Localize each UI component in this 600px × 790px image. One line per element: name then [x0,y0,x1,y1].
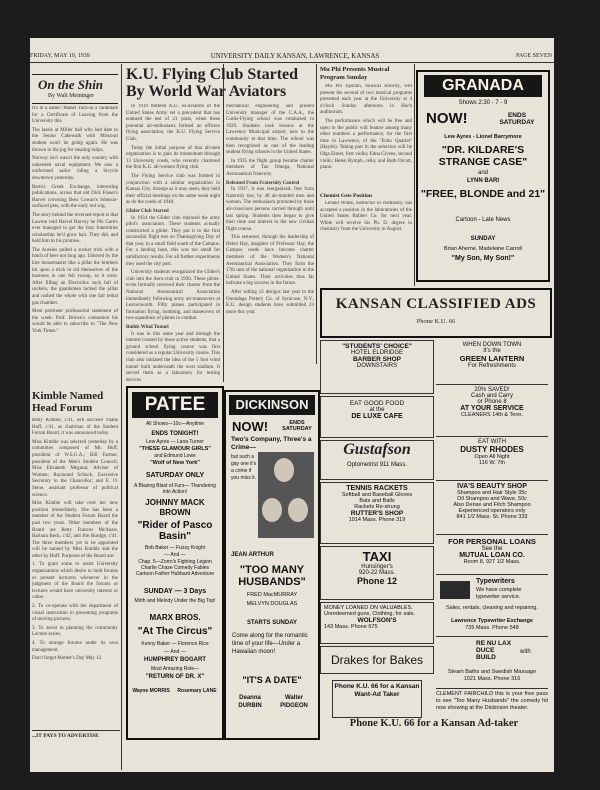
paragraph: The story behind the reversed report is that Lawton told Harvel Harvey he Phi Gam's ever managed to get the four fraternities scholarship he'd grow hair. They did, and held him to his promise. [32,212,118,245]
classified-ad [320,646,434,674]
ad-line: 143 Mass. Phone 675 [324,624,378,630]
page-number: PAGE SEVEN [516,53,552,59]
ad-line: Sales, rentals, cleaning and repairing. [445,605,539,611]
paragraph: 4. To arrange forums under its own management. [32,641,118,653]
ad-line: Phone 12 [356,576,397,586]
ad-line: at the [369,407,385,413]
ad-line: Unredeemed guns, Clothing, for sale. [324,611,416,617]
ad-line: DUSTY RHODES [460,445,524,454]
paragraph: 1. To grant some to assist University organizations which desire to hold forums or present lecturers whenever in the judgment of the Board the forums or lectures would have university interest or value. [32,562,118,601]
ad-title: 20% SAVED! [474,387,510,393]
paragraph: It's in a name? Mabel Tuch-as a candidate for a Certificate of Leaving from the University this [32,106,118,125]
patee-return: "RETURN OF DR. X" [145,674,205,680]
subhead: Builds Wind Tunnel [126,325,169,330]
ad-line: See the [481,546,503,552]
ad-title: WHEN DOWN TOWN [462,342,522,348]
paragraph: 3. To assist in planning the community Lecture series. [32,625,118,638]
subhead: Glider Club Started [126,208,169,214]
ad-line: Room 8, 927 1/2 Mass. [463,559,521,565]
ad-line: or Phone 8 [477,399,507,405]
newspaper-page [30,38,554,772]
granada-free: "FREE, BLONDE and 21" [420,188,546,200]
patee-rider: "Rider of Pasco Basin" [137,520,213,542]
paragraph: In 1937, it was reorganized, free from fraternity ties, by 40 air-minded men and women. The enthusiasm promoted by these air-conscious persons carried through until last spring. Students then began to give their time and interest to the new civilian flight course. [226,187,314,232]
paragraph: The lassie at Miller hall who had date to the Senior Cakewalk with Missouri student won't be going again. He was thrown in the jug for stealing tulips. [32,127,118,153]
dickinson-sunday: STARTS SUNDAY [246,620,297,626]
classified-ad [320,602,434,644]
ad-line: Bats and Balls [359,498,395,504]
ad-title: TAXI [362,549,392,564]
ad-line: with [520,649,531,655]
patee-and: and Edmund Lowe [154,453,196,459]
paragraph: In 1919 thirteen K.U. ex-aviators of the United States Army set a precedent that has endured the test of 21 years, when these potential air-enthusiasts formed an officers flying association, the K.U. Flying Service Club. [126,104,220,142]
dickinson-date: "IT'S A DATE" [242,675,302,685]
ad-line: Optometrist 911 Mass. [347,462,407,468]
dickinson-come: Come along for the romantic time of your life—Under a Hawaiian moon! [232,633,308,655]
muphi-column [320,84,412,190]
paragraph: Betty Kimble, c'41, will succeed Thane Huff, c'41, as chairman of the Student Forum Board, it was announced today. [32,418,118,437]
shin-title: On the Shin [38,77,104,92]
ad-title: Typewriters [476,578,515,585]
classified-ad [320,340,434,394]
ad-line: WOLFSON'S [357,617,397,624]
patee-saturday: SATURDAY ONLY [145,472,205,479]
dickinson-title: "TOO MANY HUSBANDS" [238,564,306,588]
paragraph: The Aussies pulled a sucker trick with a batch of beer not long ago. Ushered by the hire housemaster like a pillar the brothers hit upon a trick to rid themselves of the business in one fell swoop, so it were. After filling an Electrolux suck full of suckers, the guardsmen tucked the pillar and rushed the whole with one fair lethal gas chamber. [32,247,118,306]
granada-sunday-title: "My Son, My Son!" [451,255,515,262]
ad-line: BARBER SHOP [352,356,402,363]
classified-ad [320,440,434,480]
paragraph: University students reorganized the Glider's club into the Aero-club in 1936. These pilots-to-be formally received their charter from the National Aeronautical Association immediately following army air-maneuvers at Leavenworth. Fifty planes participated in formation flying, bombing, and maneuvers of two-squadrons of planes in combat. [126,270,220,322]
dickinson-name: DICKINSON [229,395,315,415]
classified-ad [320,482,434,544]
dickinson-tagline: Two's Company, Three's a Crime— [231,436,312,451]
ad-line: Cash and Carry [470,393,514,399]
dickinson-ends: ENDS SATURDAY [282,420,312,432]
ad-line: Oil Shampoo and Wave, 50c [457,496,527,502]
ad-title: FOR PERSONAL LOANS [448,537,536,546]
paragraph: After selling 12 designs last year to the Onondaga Pottery Co. of Syracuse, N.Y., K.U. design students have submitted 23 more this year. [226,290,314,315]
ad-line: RUTTER'S SHOP [350,510,404,517]
ad-title: EAT GOOD FOOD [349,400,405,407]
ad-line: 735 Mass. Phone 548 [465,625,519,631]
paragraph: mechanical engineering and present University manager of the C.A.A., the Curtis-Flying school was conducted in 1929. Students took lessons at the Lawrence Municipal airport, new to the community at that time. The school was then recognized as one of the leading student flying schools in the United States. [226,104,314,156]
ad-line: Experienced operators only [458,508,526,514]
ad-line: MUTUAL LOAN CO. [459,552,525,559]
patee-rider-cast: Bob Baker — Fuzzy Knight [144,545,206,551]
ku-flying-headline: K.U. Flying Club Started By World War Aviators [126,66,299,100]
ad-line: DE LUXE CAFE [351,413,403,420]
patee-johnny: JOHNNY MACK [145,498,205,507]
paragraph: Berts's Greek Exchange, interesting publications, across that old Dick Fraser's Harvel crowning Bess Cowan's Johnson-surfaced pets, with the early red wig. [32,184,118,210]
masthead: UNIVERSITY DAILY KANSAN, LAWRENCE, KANSAS [210,52,380,60]
ad-line: DOWNSTAIRS [356,363,398,369]
ad-line: We have complete typewriter service. [476,587,522,600]
ad-line: 1014 Mass. Phone 319 [348,517,406,523]
dickinson-now: NOW! [232,419,269,434]
ad-title: "STUDENTS' CHOICE" [342,343,412,350]
granada-times: Shows 2:30 - 7 - 9 [458,100,508,106]
paragraph: The Flying Service club was formed in conjunction with a similar organization in Kansas City. Strange as it may seem, they held their official meetings on the same week night as do the coeds of 1940. [126,173,220,206]
free-pass-notice: CLEMENT FAIRCHILD this is your free pass to see "Too Many Husbands" the comedy hit now showing at the Dickinson theater. [436,688,548,721]
granada-now: NOW! [426,110,468,127]
paragraph: Miss Kimble will take over her new position immediately. She has been a member of the Student Forum Board the past two years. Other members of the Board are Betty Frances McAnaw, Barbara Beck, c'42, and Jim Burdge, c'41. The three members yet to be appointed will be named by Miss Kimble and the other by Huff. Purposes of the Board are: [32,501,118,559]
paragraph: In 1934 the Glider club replaced the army pilot's association. These students actually constructed a glider. They put it to the first successful flight test on Thanksgiving Day of that year, in a small field south of the Campus. For a landing base, this was too small for satisfactory results. For all further experiments they used the city port. [126,215,220,267]
chemist-paragraph: Leland White, instructor in chemistry, has accepted a position in the laboratories of the United States Rubber Co. for next year. White will receive his Ph. D. degree in chemistry from the University in August. [320,201,412,233]
patee-marx: MARX BROS. [149,613,201,622]
patee-and2: — And — [164,552,186,558]
granada-title: "DR. KILDARE'S STRANGE CASE" [438,144,528,168]
ad-line: Softball and Baseball Gloves [341,492,413,498]
patee-title: "THESE GLAMOUR GIRLS" [139,446,211,452]
patee-wayne: Wayne MORRIS [132,688,170,694]
granada-sunday: SUNDAY [470,236,496,242]
dickinson-melvyn: MELVYN DOUGLAS [246,601,298,607]
granada-ends: ENDS SATURDAY [499,112,535,126]
ad-line: Shampoo and Hair Style 35c [456,490,527,496]
classified-ad [436,534,548,571]
granada-stars: Lew Ayres - Lionel Barrymore [444,134,522,140]
paragraph: Most pertinent professorial statement of the week: Prof. Brown's contention his would be able to subscribe to "The New York Times." [32,309,118,334]
classified-ad [436,480,548,531]
classified-ad [320,396,434,438]
issue-date: FRIDAY, MAY 19, 1939 [30,53,90,59]
dickinson-bubble: but such a gay one it's a crime if you miss it. [231,454,257,481]
patee-and3: — And — [164,649,186,655]
granada-sunday-cast: Brian Aherne, Madeleine Carroll [444,246,522,252]
ad-title: IVA'S BEAUTY SHOP [457,483,527,490]
paragraph: This semester, through the leadership of Helen Hay, daughter of Professor Hay, the Campus coeds have become charter members of the Women's National Aeronautical Association. They form the 17th unit of the national organization in the United States. Their activities thus far indicate a big success in the future. [226,235,314,287]
patee-chapters: Chap. 5—Zorro's Fighting Legion Charlie Chase Comedy Fables Cartoon Father Hubbard Adventure [135,559,215,577]
granada-name: GRANADA [424,75,542,97]
classified-left-column [320,340,432,740]
ad-line: HOTEL ELDRIDGE [350,350,404,356]
portrait-face [288,498,308,522]
patee-humphrey: HUMPHREY BOGART [144,657,206,663]
want-ad-box: Phone K.U. 66 for a Kansan Want-Ad Taker [332,680,422,718]
paragraph: It was in this same year and through the interest created by these active students, that a ground school flying course was first considered as a regular University course. This club also initiated the idea of the 5 foot wind tunnel built underneath the west stadium. It served them as a laboratory for testing devices. [126,331,220,382]
kimble-headline: Kimble Named Head Forum [32,390,104,414]
patee-ad [126,386,224,740]
typewriter-icon [440,581,470,599]
ad-title: EAT WITH [477,439,507,445]
dickinson-jean: JEAN ARTHUR [231,552,274,558]
dickinson-walter: Walter PIDGEON [280,695,308,709]
dickinson-fred: FRED MacMURRAY [246,592,298,598]
patee-mirth: Mirth and Melody Under the Big Top! [134,598,216,604]
portrait-face [274,458,294,482]
paragraph: 2. To co-operate with the department of visual instruction in presenting programs of moving pictures. [32,604,118,623]
ad-title: Drakes for Bakes [330,653,424,667]
patee-brown: BROWN [159,508,191,517]
paragraph: Miss Kimble was selected yesterday by a committee composed of Mr. Huff, president of W.S.G.A.; Bill Farmer, president of the Men's Student Council; Miss Elizabeth Meguiar, Adviser of Women; Raymond Schock, Executive Secretary to the Chancellor; and E. O. Stene, assistant professor of political science. [32,439,118,498]
ad-line: GREEN LANTERN [459,354,525,363]
classified-right-column [436,340,548,740]
shin-byline: By Walt Meininger [48,93,95,99]
classified-phone: Phone K.U. 66 [416,318,456,325]
ad-title: RE NU LAX DUCE BUILD [476,640,512,661]
granada-cartoon: Cartoon - Late News [455,217,511,223]
ad-line: CLEANERS 14th & Tenn. [461,412,523,418]
granada-lynn: LYNN BARI [466,178,500,184]
paragraph: Today the initial purpose of that all-men organization is to gain its momentum through 13 University coeds, who recently chartered the first K.U. all-women flying club. [126,145,220,171]
ku-column-1 [126,104,220,382]
ad-line: Hunsinger's [361,564,393,570]
dickinson-ad [224,390,320,740]
dickinson-deanna: Deanna DURBIN [238,695,262,709]
paragraph: In 1935 the flight group became charter members of Tau Omega, National Aeronautical fraternity. [226,158,314,177]
ad-line: AT YOUR SERVICE [460,405,524,412]
shin-column [32,106,118,396]
paragraph: Don't forget Mother's Day May 12. [32,656,103,662]
patee-cast: Lew Ayres — Lana Turner [146,439,204,445]
patee-subtitle: All Shows—10c—Anytime [145,421,205,427]
ad-line: 920-22 Mass. [358,570,396,576]
ad-title: MONEY LOANED ON VALUABLES. [324,605,413,611]
paragraph: Mu Phi Epsilon, musical sorority, will present the second of two musical programs presented each year at the University at 4 o'clock Sunday afternoon in Hoch auditorium. [320,84,412,116]
chemist-headline: Chemist Gets Position [320,193,372,199]
ad-line: It's the [483,348,501,354]
ad-taker-footer: Phone K.U. 66 for a Kansan Ad-taker [349,718,519,729]
kimble-column [32,418,118,726]
ku-column-2 [226,104,314,366]
classified-ad [436,574,548,633]
patee-rosemary: Rosemary LANE [177,688,217,694]
advertise-footer: ...IT PAYS TO ADVERTISE [32,730,120,739]
subhead: Released From Fraternity Control [226,180,300,186]
classified-ad [436,340,548,380]
paragraph: The performance which will be free and open to the public will feature among many other numbers a performance, for the first time in Lawrence, of the "Echo Quartet" (Haydn). Taking part in the selection will be Olga Eitner, first violin; Edna Givens, second violin; Helen Rymph, cello; and Ruth Orcutt, piano. [320,118,412,171]
classified-ad [436,636,548,683]
patee-circus: "At The Circus" [137,626,213,637]
paragraph: Norway isn't wasn't the only country with unheeded naval equipment. We saw a uniformed sailor riding a bicycle downtown yesterday. [32,156,118,181]
classified-title: KANSAN CLASSIFIED ADS [335,296,537,312]
ad-line: 841 1/2 Mass. St. Phone 333 [456,514,528,520]
ad-title: Gustafson [343,441,411,458]
ad-line: Also Dense and Fitch Shampoo [453,502,531,508]
patee-blast: A Blazing Blast of Furs— Thundering into Action! [134,483,216,495]
ad-line: Steam Baths and Swedish Massage [447,669,537,675]
ad-line: Open All Night [474,454,510,460]
granada-and: and [477,170,488,176]
patee-amazing: Most Amazing Role— [150,666,200,672]
patee-extra: "Wolf of New York" [150,460,200,466]
muphi-headline: Mu Phi Presents Musical Program Sunday [320,66,390,81]
ad-line: 1021 Mass. Phone 316 [463,676,521,682]
shin-header [32,74,118,104]
ad-line: Lawrence Typewriter Exchange [451,618,533,624]
classified-header [320,288,552,338]
granada-ad [416,70,550,282]
ad-line: 116 W. 7th [479,460,505,466]
patee-ends: ENDS TONIGHT! [151,431,199,437]
portrait-face [262,498,282,522]
ad-line: For Refreshments [467,363,516,369]
patee-circus-cast: Kenny Baker — Florence Rice [141,641,209,647]
ad-title: TENNIS RACKETS [346,485,408,492]
classified-ad [436,384,548,433]
classified-ad [436,436,548,477]
ad-line: Rackets Re-strung [354,504,400,510]
classified-ad [320,546,434,600]
patee-sunday: SUNDAY — 3 Days [143,588,207,595]
patee-name: PATEE [132,392,218,418]
movie-still-photo [258,452,314,538]
